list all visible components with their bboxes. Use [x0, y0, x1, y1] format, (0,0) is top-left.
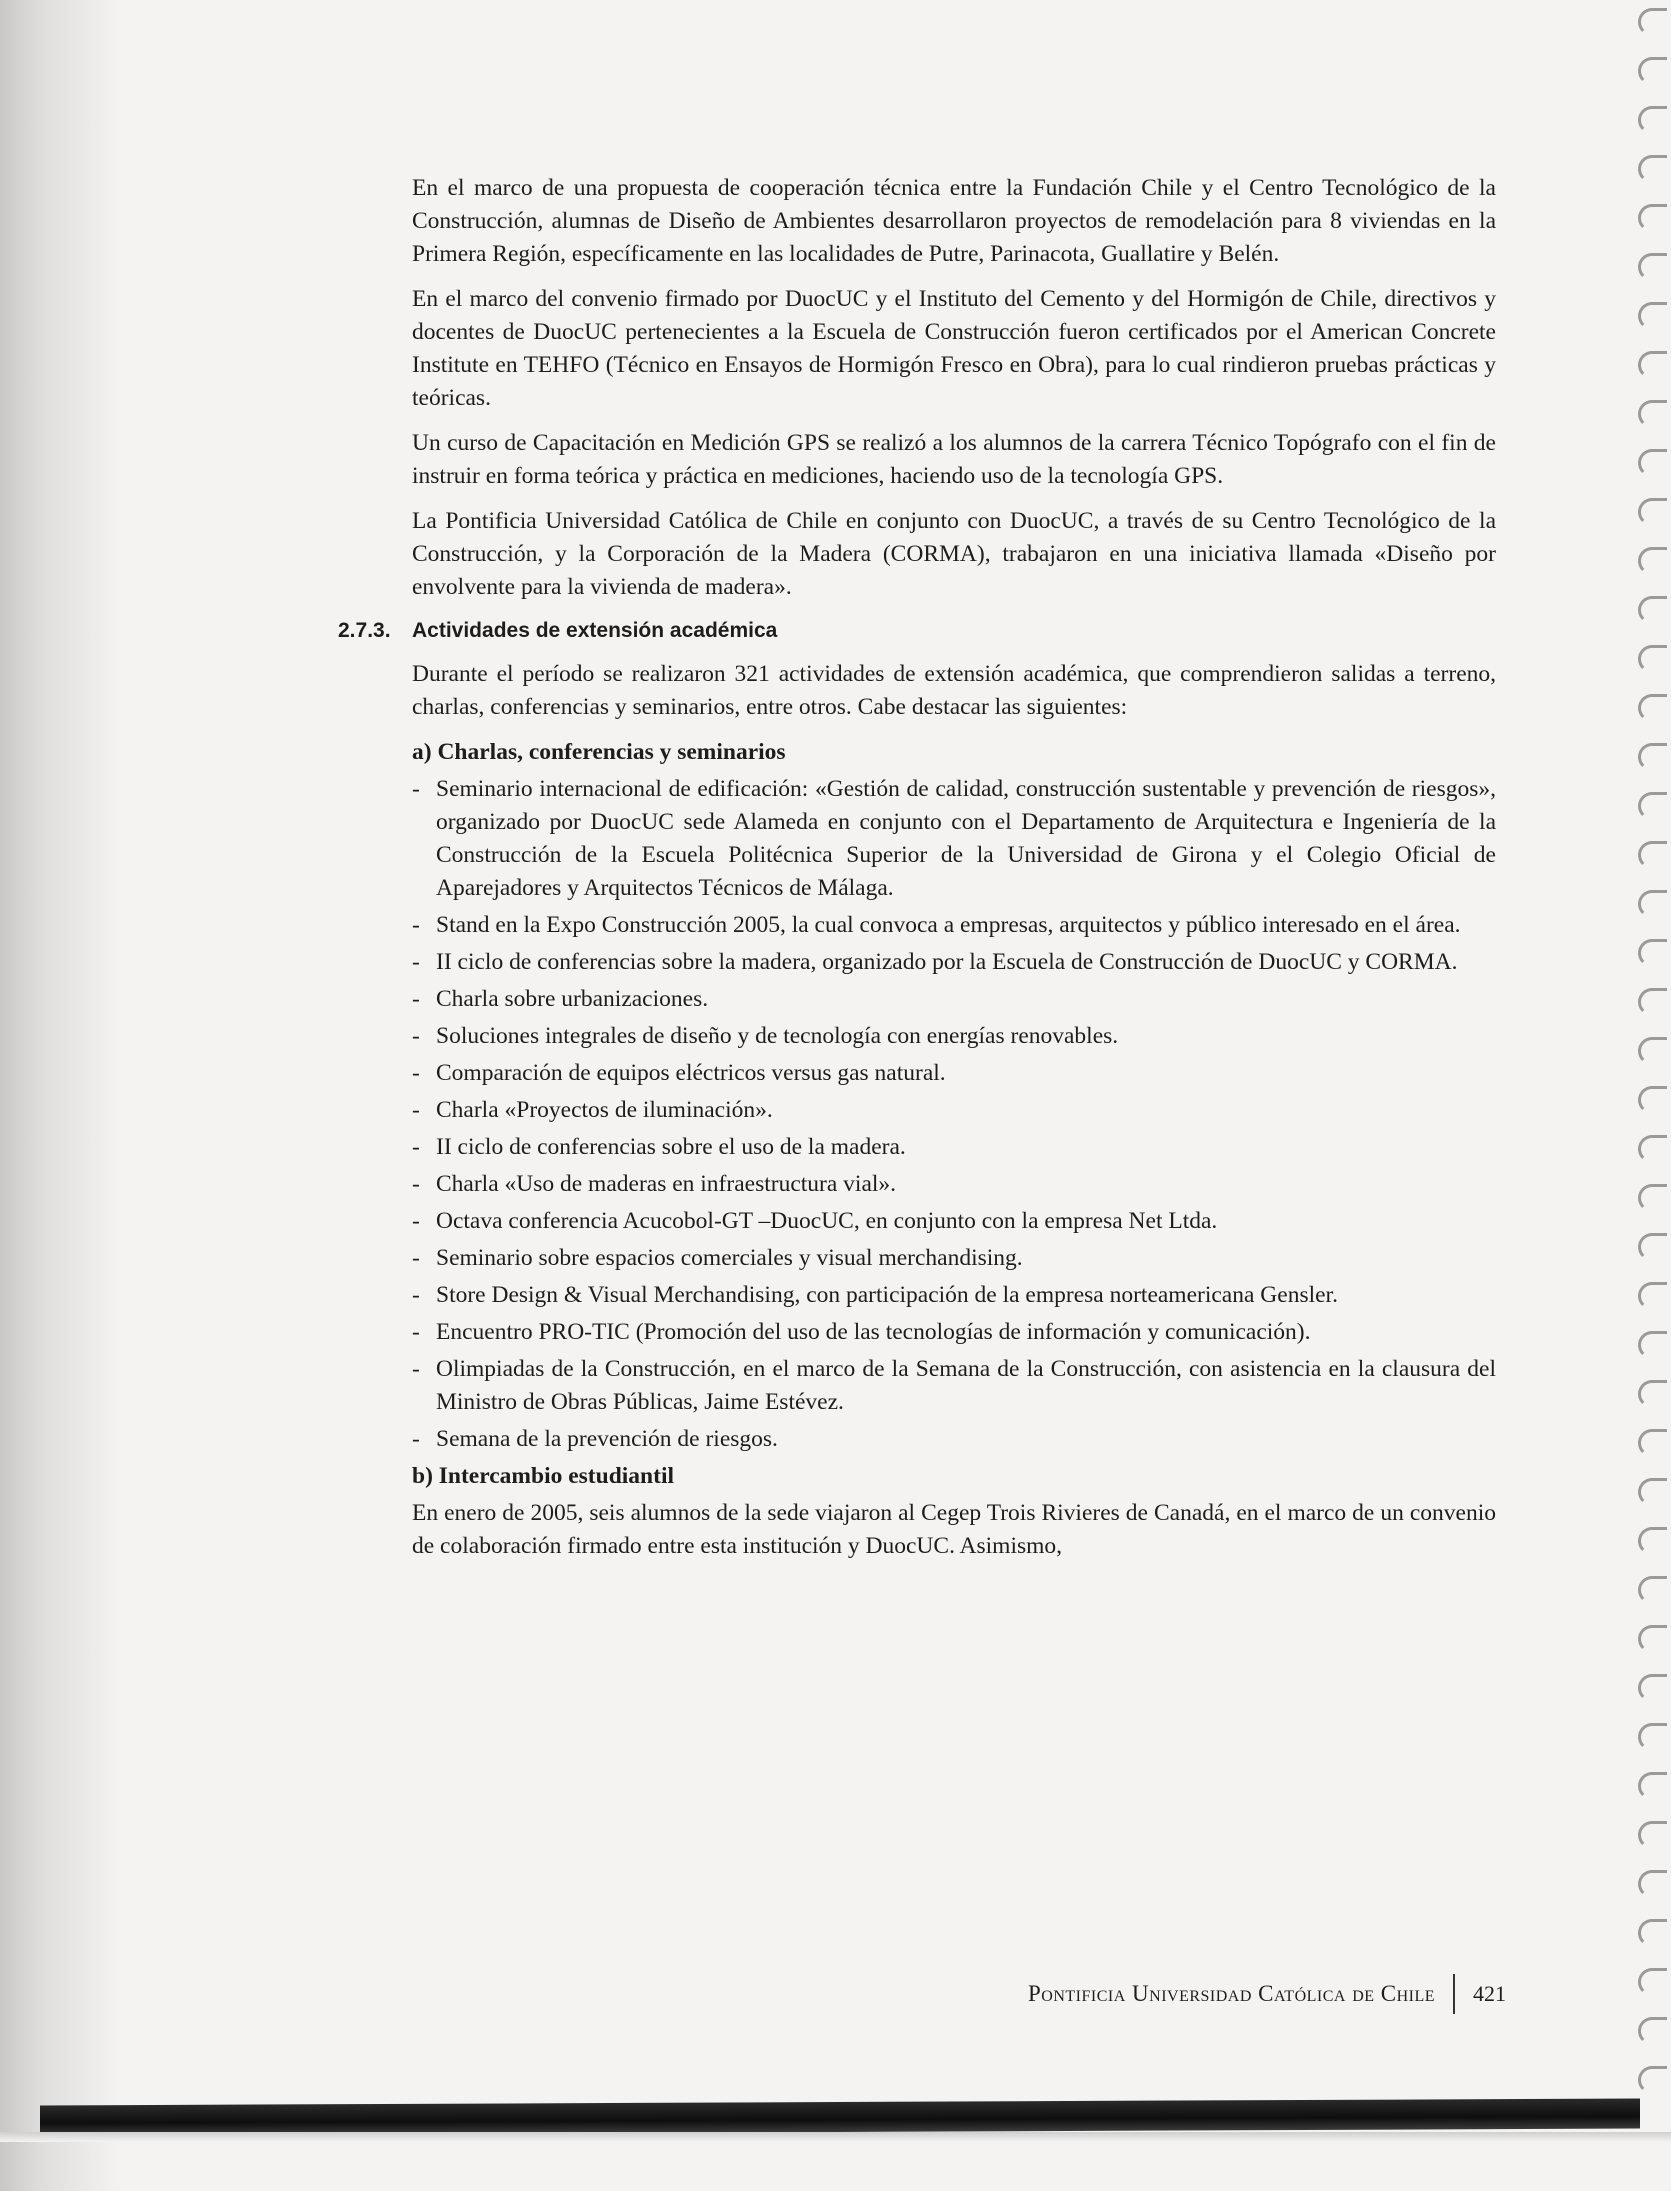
spiral-ring [1638, 1135, 1667, 1163]
spiral-ring [1638, 1478, 1667, 1506]
scan-edge-shadow [0, 2132, 1671, 2142]
footer-institution: Pontificia Universidad Católica de Chile [1028, 1981, 1436, 2006]
paragraph: La Pontificia Universidad Católica de Chile en conjunto con DuocUC, a través de su Centro Tecnológico de la Construcción, y la Corporación de la Madera (CORMA), trabajaron en una iniciativa llamada «Diseño por envolvente para la vivienda de madera». [412, 508, 1496, 600]
list-item: - Octava conferencia Acucobol-GT –DuocUC, en conjunto con la empresa Net Ltda. [412, 1205, 1496, 1238]
page-number: 421 [1473, 1981, 1507, 2006]
spiral-binding [1623, 0, 1671, 2191]
spiral-ring [1638, 1723, 1667, 1751]
spiral-ring [1638, 890, 1667, 918]
spiral-ring [1638, 498, 1667, 526]
spiral-ring [1638, 1429, 1667, 1457]
spiral-ring [1638, 1625, 1667, 1653]
section-intro: Durante el período se realizaron 321 actividades de extensión académica, que comprendieron salidas a terreno, charlas, conferencias y seminarios, entre otros. Cabe destacar las siguientes: [412, 661, 1496, 720]
spiral-ring [1638, 547, 1667, 575]
list-item: - Seminario sobre espacios comerciales y visual merchandising. [412, 1242, 1496, 1275]
paragraph: Un curso de Capacitación en Medición GPS se realizó a los alumnos de la carrera Técnico Topógrafo con el fin de instruir en forma teórica y práctica en mediciones, haciendo uso de la tecnología GPS. [412, 430, 1496, 489]
list-item: - Charla «Uso de maderas en infraestructura vial». [412, 1168, 1496, 1201]
spiral-ring [1638, 400, 1667, 428]
spiral-ring [1638, 57, 1667, 85]
list-item: - Soluciones integrales de diseño y de tecnología con energías renovables. [412, 1020, 1496, 1053]
section-number: 2.7.3. [338, 619, 391, 642]
spiral-ring [1638, 1821, 1667, 1849]
spiral-ring [1638, 694, 1667, 722]
list-item: - II ciclo de conferencias sobre el uso de la madera. [412, 1131, 1496, 1164]
footer-divider [1453, 1974, 1455, 2014]
scan-edge-bar [40, 2099, 1640, 2136]
spiral-ring [1638, 8, 1667, 36]
spiral-ring [1638, 155, 1667, 183]
spiral-ring [1638, 1576, 1667, 1604]
spiral-ring [1638, 302, 1667, 330]
spiral-ring [1638, 1086, 1667, 1114]
subsection-b-title: b) Intercambio estudiantil [412, 1463, 674, 1489]
spiral-ring [1638, 1968, 1667, 1996]
spiral-ring [1638, 1331, 1667, 1359]
spiral-ring [1638, 988, 1667, 1016]
section-heading [338, 616, 1496, 646]
spiral-ring [1638, 1233, 1667, 1261]
page-footer [1028, 1974, 1506, 2014]
spiral-ring [1638, 1184, 1667, 1212]
list-item: - Comparación de equipos eléctricos versus gas natural. [412, 1057, 1496, 1090]
activities-list [412, 773, 1496, 1456]
list-item: - Stand en la Expo Construcción 2005, la cual convoca a empresas, arquitectos y público interesado en el área. [412, 909, 1496, 942]
spiral-ring [1638, 1772, 1667, 1800]
list-item: - II ciclo de conferencias sobre la madera, organizado por la Escuela de Construcción de DuocUC y CORMA. [412, 946, 1496, 979]
page-body [338, 172, 1496, 1575]
subsection-a-title: a) Charlas, conferencias y seminarios [412, 739, 786, 765]
spiral-ring [1638, 1037, 1667, 1065]
spiral-ring [1638, 792, 1667, 820]
spiral-ring [1638, 1380, 1667, 1408]
scan-shadow [0, 0, 120, 2191]
list-item: - Store Design & Visual Merchandising, con participación de la empresa norteamericana Gensler. [412, 1279, 1496, 1312]
list-item: - Charla sobre urbanizaciones. [412, 983, 1496, 1016]
spiral-ring [1638, 939, 1667, 967]
list-item: - Seminario internacional de edificación: «Gestión de calidad, construcción sustentable y prevención de riesgos», organizado por DuocUC sede Alameda en conjunto con el Departamento de Arquitectura e Ingeniería de la Construcción de la Escuela Politécnica Superior de la Universidad de Girona y el Colegio Oficial de Aparejadores y Arquitectos Técnicos de Málaga. [412, 773, 1496, 905]
spiral-ring [1638, 2066, 1667, 2094]
paragraph: En el marco de una propuesta de cooperación técnica entre la Fundación Chile y el Centro Tecnológico de la Construcción, alumnas de Diseño de Ambientes desarrollaron proyectos de remodelación para 8 viviendas en la Primera Región, específicamente en las localidades de Putre, Parinacota, Guallatire y Belén. [412, 175, 1496, 267]
spiral-ring [1638, 1919, 1667, 1947]
paragraph: En el marco del convenio firmado por DuocUC y el Instituto del Cemento y del Hormigón de Chile, directivos y docentes de DuocUC pertenecientes a la Escuela de Construcción fueron certificados por el American Concrete Institute en TEHFO (Técnico en Ensayos de Hormigón Fresco en Obra), para lo cual rindieron pruebas prácticas y teóricas. [412, 286, 1496, 411]
spiral-ring [1638, 1674, 1667, 1702]
spiral-ring [1638, 204, 1667, 232]
spiral-ring [1638, 1527, 1667, 1555]
intro-paragraphs [412, 172, 1496, 604]
list-item: - Olimpiadas de la Construcción, en el marco de la Semana de la Construcción, con asistencia en la clausura del Ministro de Obras Públicas, Jaime Estévez. [412, 1353, 1496, 1419]
spiral-ring [1638, 2017, 1667, 2045]
subsection-b-text: En enero de 2005, seis alumnos de la sede viajaron al Cegep Trois Rivieres de Canadá, en el marco de un convenio de colaboración firmado entre esta institución y DuocUC. Asimismo, [412, 1500, 1496, 1559]
list-item: - Encuentro PRO-TIC (Promoción del uso de las tecnologías de información y comunicación). [412, 1316, 1496, 1349]
spiral-ring [1638, 1870, 1667, 1898]
spiral-ring [1638, 351, 1667, 379]
spiral-ring [1638, 253, 1667, 281]
spiral-ring [1638, 106, 1667, 134]
spiral-ring [1638, 1282, 1667, 1310]
list-item: - Semana de la prevención de riesgos. [412, 1423, 1496, 1456]
spiral-ring [1638, 743, 1667, 771]
section-title: Actividades de extensión académica [412, 619, 778, 642]
spiral-ring [1638, 841, 1667, 869]
spiral-ring [1638, 645, 1667, 673]
spiral-ring [1638, 596, 1667, 624]
spiral-ring [1638, 449, 1667, 477]
list-item: - Charla «Proyectos de iluminación». [412, 1094, 1496, 1127]
